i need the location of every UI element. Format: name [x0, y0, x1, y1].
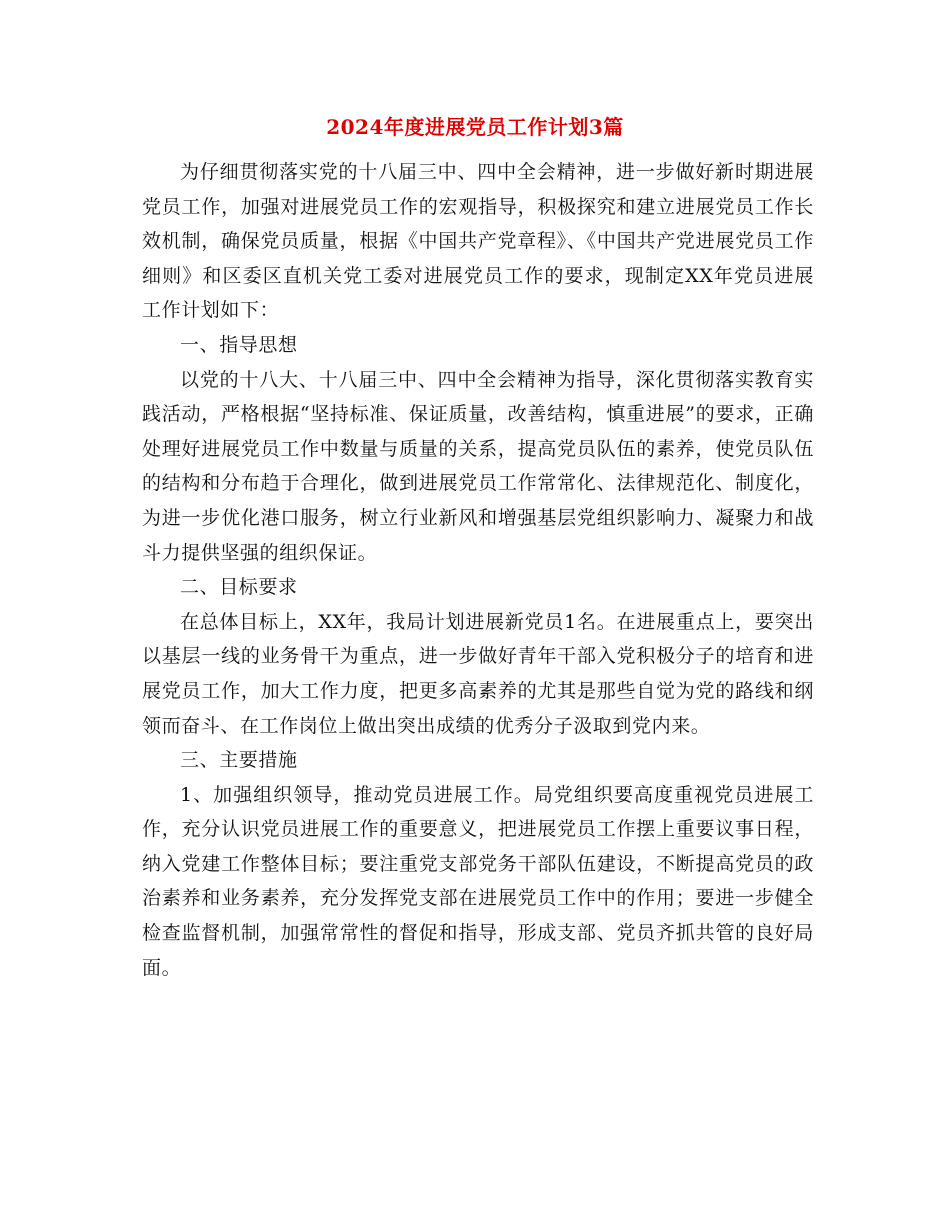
section-heading-guiding-thought: 一、指导思想: [180, 333, 298, 356]
goals-paragraph: 在总体目标上，XX年，我局计划进展新党员1名。在进展重点上，要突出以基层一线的业务骨干为重点，进一步做好青年干部入党积极分子的培育和进展党员工作，加大工作力度，把更多高素养的尤其是那些自觉为党的路线和纲领而奋斗、在工作岗位上做出突出成绩的优秀分子汲取到党内来。: [142, 610, 814, 737]
measures-paragraph-1: 1、加强组织领导，推动党员进展工作。局党组织要高度重视党员进展工作，充分认识党员进展工作的重要意义，把进展党员工作摆上重要议事日程，纳入党建工作整体目标；要注重党支部党务干部队伍建设，不断提高党员的政治素养和业务素养，充分发挥党支部在进展党员工作中的作用；要进一步健全检查监督机制，加强常常性的督促和指导，形成支部、党员齐抓共管的良好局面。: [142, 783, 814, 979]
intro-paragraph: 为仔细贯彻落实党的十八届三中、四中全会精神，进一步做好新时期进展党员工作，加强对进展党员工作的宏观指导，积极探究和建立进展党员工作长效机制，确保党员质量，根据《中国共产党章程》、《中国共产党进展党员工作细则》和区委区直机关党工委对进展党员工作的要求，现制定XX年党员进展工作计划如下：: [142, 161, 814, 322]
document-body: [142, 155, 814, 985]
section-heading-measures: 三、主要措施: [180, 749, 298, 772]
guiding-thought-paragraph: 以党的十八大、十八届三中、四中全会精神为指导，深化贯彻落实教育实践活动，严格根据“坚持标准、保证质量，改善结构，慎重进展”的要求，正确处理好进展党员工作中数量与质量的关系，提高党员队伍的素养，使党员队伍的结构和分布趋于合理化，做到进展党员工作常常化、法律规范化、制度化，为进一步优化港口服务，树立行业新风和增强基层党组织影响力、凝聚力和战斗力提供坚强的组织保证。: [142, 368, 814, 564]
document-title: 2024年度进展党员工作计划3篇: [326, 115, 624, 139]
section-heading-goals: 二、目标要求: [180, 576, 298, 599]
